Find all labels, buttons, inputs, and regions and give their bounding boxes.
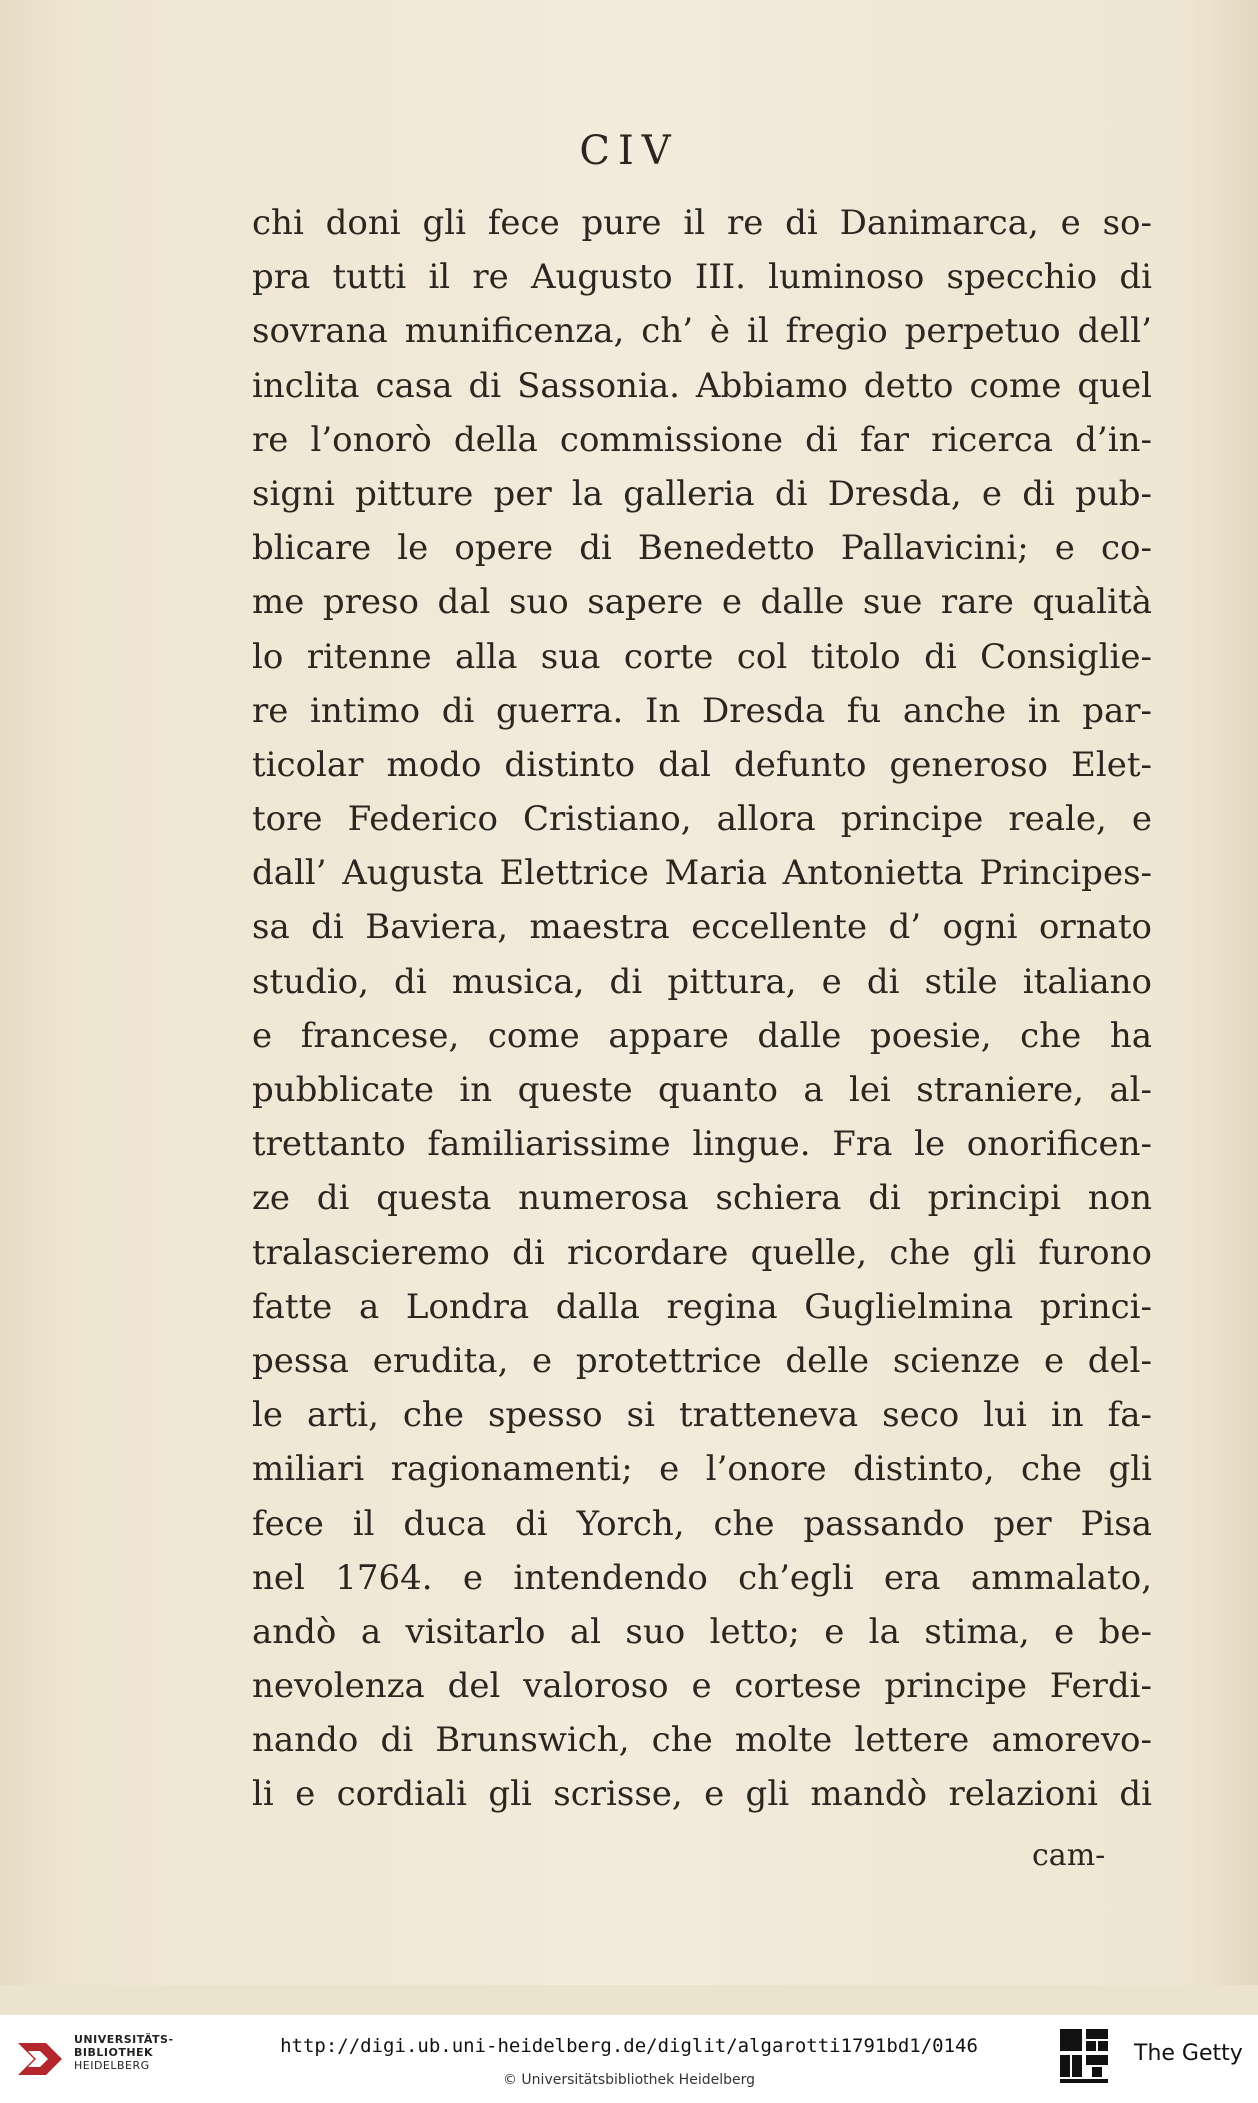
text-line: ticolar modo distinto dal defunto generoso Elet- [252,744,1152,785]
text-line: me preso dal suo sapere e dalle sue rare qualità [252,582,1152,623]
text-line: sa di Baviera, maestra eccellente d’ ogni ornato [252,907,1152,948]
text-line: fece il duca di Yorch, che passando per Pisa [252,1503,1152,1544]
text-line: lo ritenne alla sua corte col titolo di Consiglie- [252,636,1152,677]
text-line: nando di Brunswich, che molte lettere amorevo- [252,1720,1152,1761]
library-name: UNIVERSITÄTS- BIBLIOTHEK HEIDELBERG [74,2033,174,2072]
text-line: trettanto familiarissime lingue. Fra le onorificen- [252,1124,1152,1165]
text-line: e francese, come appare dalle poesie, che ha [252,1015,1152,1056]
text-line: tore Federico Cristiano, allora principe reale, e [252,799,1152,840]
text-line: re intimo di guerra. In Dresda fu anche in par- [252,690,1152,731]
permalink-url[interactable]: http://digi.ub.uni-heidelberg.de/diglit/algarotti1791bd1/0146 [280,2035,978,2057]
text-line: li e cordiali gli scrisse, e gli mandò relazioni di [252,1774,1152,1815]
copyright-notice: © Universitätsbibliothek Heidelberg [502,2072,755,2088]
page-number-header: CIV [579,128,679,174]
text-line: re l’onorò della commissione di far ricerca d’in- [252,419,1152,460]
body-text [252,196,1152,1822]
footer-bar [0,2015,1258,2103]
getty-logo-icon [1058,2027,1110,2089]
text-line: miliari ragionamenti; e l’onore distinto, che gli [252,1449,1152,1490]
text-line: pessa erudita, e protettrice delle scienze e del- [252,1340,1152,1381]
text-line: chi doni gli fece pure il re di Danimarca, e so- [252,203,1152,243]
text-line: blicare le opere di Benedetto Pallavicini; e co- [252,528,1152,569]
text-line: sovrana munificenza, ch’ è il fregio perpetuo dell’ [252,311,1152,352]
text-line: signi pitture per la galleria di Dresda, e di pub- [252,473,1152,514]
text-line: fatte a Londra dalla regina Guglielmina princi- [252,1286,1152,1327]
text-line: inclita casa di Sassonia. Abbiamo detto come quel [252,365,1152,406]
text-line: studio, di musica, di pittura, e di stile italiano [252,961,1152,1002]
text-line: ze di questa numerosa schiera di principi non [252,1178,1152,1219]
text-line: nel 1764. e intendendo ch’egli era ammalato, [252,1557,1152,1598]
getty-name: The Getty [1134,2041,1243,2066]
text-line: dall’ Augusta Elettrice Maria Antonietta Principes- [252,853,1152,894]
text-line: le arti, che spesso si tratteneva seco lui in fa- [252,1395,1152,1436]
text-line: nevolenza del valoroso e cortese principe Ferdi- [252,1666,1152,1707]
catchword: cam- [1032,1838,1106,1873]
text-line: pubblicate in queste quanto a lei straniere, al- [252,1070,1152,1110]
text-line: andò a visitarlo al suo letto; e la stima, e be- [252,1611,1152,1652]
text-line: pra tutti il re Augusto III. luminoso specchio di [252,257,1152,298]
text-line: tralascieremo di ricordare quelle, che gli furono [252,1232,1152,1273]
